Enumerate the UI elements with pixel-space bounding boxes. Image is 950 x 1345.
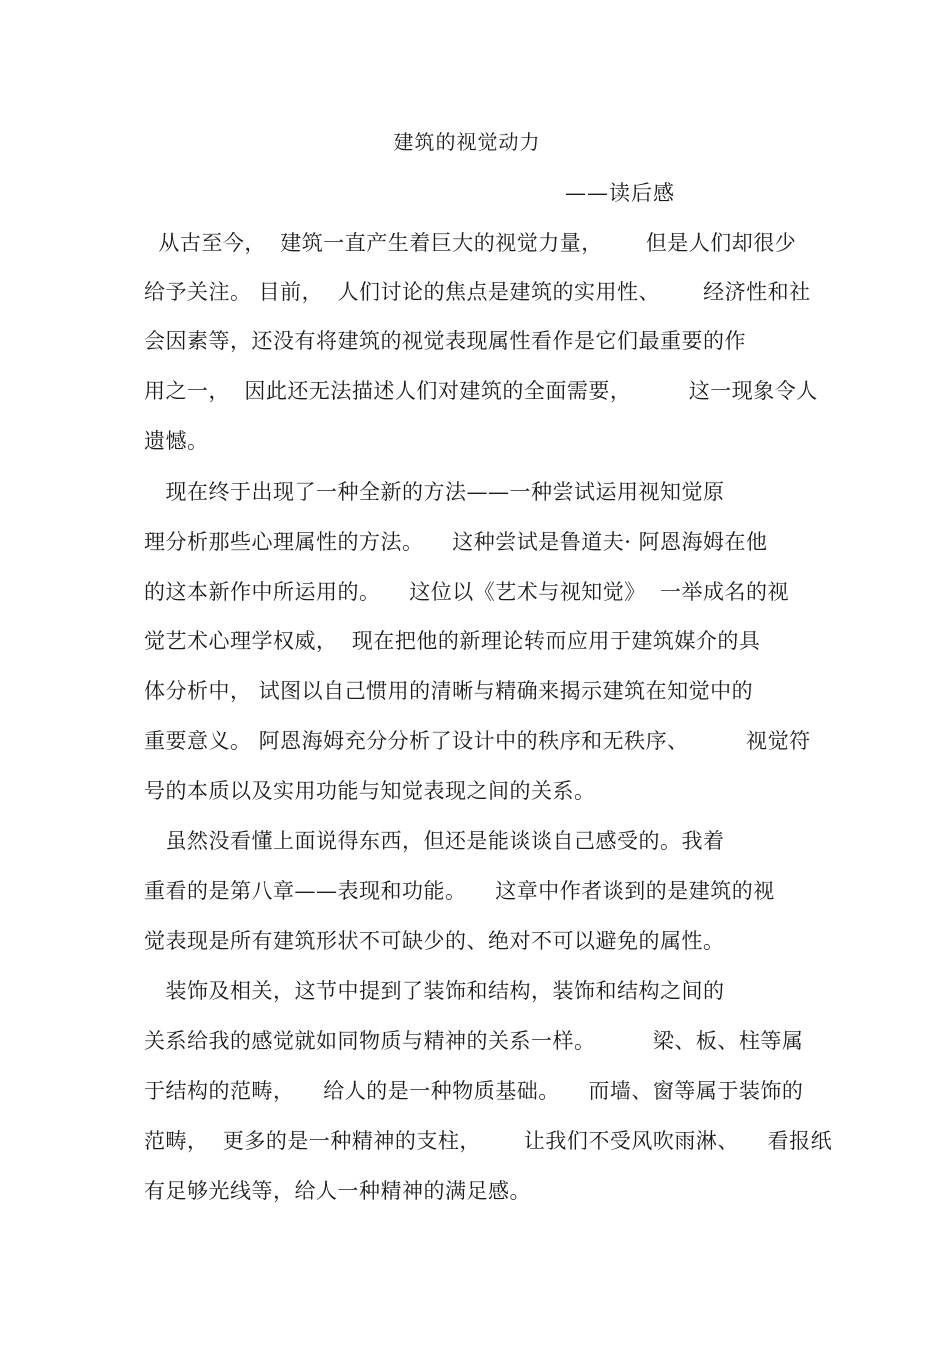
text-line: 体分析中， 试图以自己惯用的清晰与精确来揭示建筑在知觉中的 [144,679,754,703]
text-line: 从古至今， 建筑一直产生着巨大的视觉力量， 但是人们却很少 [144,231,797,255]
text-line: 觉艺术心理学权威， 现在把他的新理论转而应用于建筑媒介的具 [144,629,761,653]
text-line: 号的本质以及实用功能与知觉表现之间的关系。 [144,779,596,803]
text-line: 觉表现是所有建筑形状不可缺少的、绝对不可以避免的属性。 [144,929,725,953]
text-line: 遗憾。 [144,429,209,453]
text-line: 装饰及相关，这节中提到了装饰和结构，装饰和结构之间的 [144,979,725,1003]
document-title: 建筑的视觉动力 [393,130,541,154]
text-line: 理分析那些心理属性的方法。 这种尝试是鲁道夫· 阿恩海姆在他 [144,530,768,554]
text-line: 给予关注。 目前， 人们讨论的焦点是建筑的实用性、 经济性和社 [144,280,811,304]
document-subtitle: ——读后感 [565,181,675,205]
text-line: 用之一， 因此还无法描述人们对建筑的全面需要， 这一现象令人 [144,379,818,403]
text-line: 范畴， 更多的是一种精神的支柱， 让我们不受风吹雨淋、 看报纸 [144,1129,833,1153]
text-line: 会因素等，还没有将建筑的视觉表现属性看作是它们最重要的作 [144,329,746,353]
text-line: 的这本新作中所运用的。 这位以《艺术与视知觉》 一举成名的视 [144,580,790,604]
text-line: 重看的是第八章——表现和功能。 这章中作者谈到的是建筑的视 [144,879,775,903]
text-line: 虽然没看懂上面说得东西，但还是能谈谈自己感受的。我着 [144,829,725,853]
text-line: 重要意义。 阿恩海姆充分分析了设计中的秩序和无秩序、 视觉符 [144,729,811,753]
text-line: 关系给我的感觉就如同物质与精神的关系一样。 梁、板、柱等属 [144,1029,804,1053]
text-line: 于结构的范畴， 给人的是一种物质基础。 而墙、窗等属于装饰的 [144,1079,804,1103]
text-line: 现在终于出现了一种全新的方法——一种尝试运用视知觉原 [144,480,725,504]
text-line: 有足够光线等，给人一种精神的满足感。 [144,1179,531,1203]
